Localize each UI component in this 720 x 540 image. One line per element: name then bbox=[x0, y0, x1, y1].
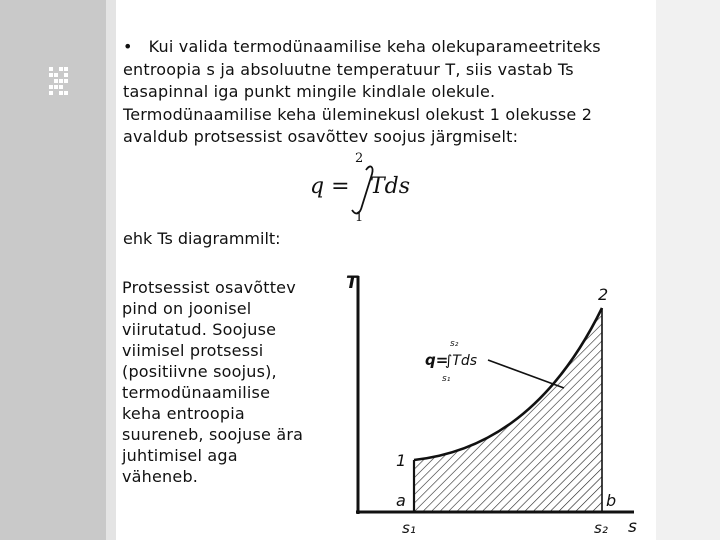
hatched-area bbox=[414, 308, 602, 512]
side-line: (positiivne soojus), bbox=[122, 362, 277, 381]
side-line: väheneb. bbox=[122, 467, 199, 486]
t-axis-label: T bbox=[346, 273, 358, 293]
point-1-label: 1 bbox=[396, 451, 407, 470]
side-line: viimisel protsessi bbox=[122, 341, 264, 360]
int-lower-label: s₁ bbox=[442, 374, 451, 384]
main-paragraph bbox=[123, 36, 663, 149]
right-decor-band bbox=[656, 0, 720, 540]
int-upper-label: s₂ bbox=[450, 339, 459, 349]
ehk-line: ehk Ts diagrammilt: bbox=[123, 229, 281, 248]
q-label: q= bbox=[425, 351, 449, 369]
point-b-label: b bbox=[606, 491, 617, 510]
paragraph-line: tasapinnal iga punkt mingile kindlale olekule. bbox=[123, 82, 496, 101]
left-decor-stripe bbox=[106, 0, 116, 540]
logo-icon bbox=[49, 67, 69, 95]
int-body-label: ∫Tds bbox=[445, 353, 478, 369]
paragraph-line: Termodünaamilise keha üleminekusl olekust 1 olekusse 2 bbox=[123, 104, 593, 124]
formula-upper-limit: 2 bbox=[355, 151, 364, 166]
paragraph-line: • Kui valida termodünaamilise keha olekuparameetriteks bbox=[123, 37, 601, 56]
side-paragraph bbox=[122, 277, 337, 487]
paragraph-line: entroopia s ja absoluutne temperatuur T, siis vastab Ts bbox=[123, 59, 574, 79]
side-line: juhtimisel aga bbox=[122, 446, 238, 465]
formula-integrand: Tds bbox=[370, 174, 411, 199]
bullet-icon: • bbox=[123, 37, 133, 56]
formula-lower-limit: 1 bbox=[355, 210, 364, 225]
side-line: viirutatud. Soojuse bbox=[122, 320, 277, 339]
s1-label: s₁ bbox=[402, 519, 416, 537]
side-line: Protsessist osavõttev bbox=[122, 278, 296, 297]
s-axis-label: s bbox=[628, 517, 637, 537]
side-line: termodünaamilise bbox=[122, 383, 271, 402]
paragraph-line: avaldub protsessist osavõttev soojus järgmiselt: bbox=[123, 127, 519, 146]
integral-formula bbox=[300, 148, 440, 228]
side-line: suureneb, soojuse ära bbox=[122, 425, 304, 444]
point-a-label: a bbox=[396, 491, 406, 510]
point-2-label: 2 bbox=[598, 285, 609, 304]
ts-diagram bbox=[338, 248, 656, 540]
side-line: pind on joonisel bbox=[122, 299, 252, 318]
leader-line bbox=[488, 360, 564, 388]
side-line: keha entroopia bbox=[122, 404, 245, 423]
s2-label: s₂ bbox=[594, 519, 608, 537]
formula-lhs: q = bbox=[310, 174, 350, 199]
